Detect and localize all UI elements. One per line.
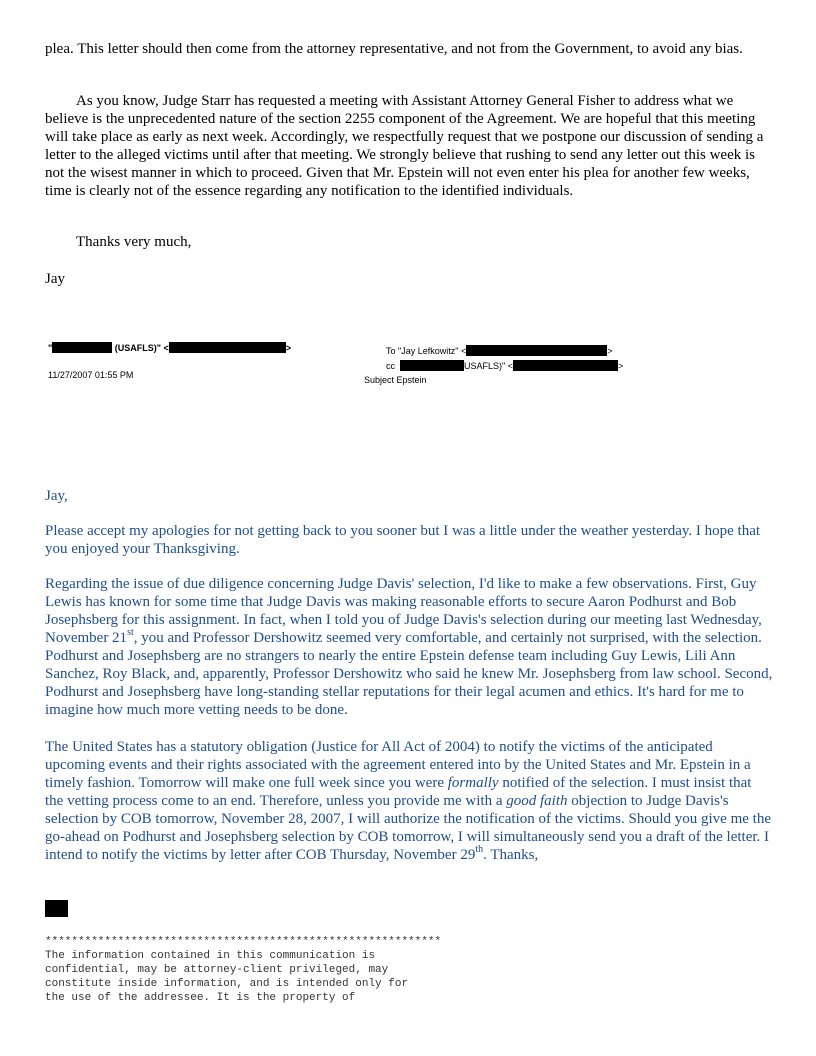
- reply-emphasis-good-faith: good faith: [506, 793, 568, 809]
- redaction-box: [513, 360, 618, 371]
- from-close: >: [285, 343, 292, 353]
- from-quote: ": [48, 343, 53, 353]
- email-to-row: [386, 345, 612, 357]
- reply-emphasis-formally: formally: [447, 775, 499, 791]
- reply-superscript-st: st: [127, 627, 134, 638]
- redaction-box: [169, 342, 286, 353]
- reply-paragraph-2-part-a: Regarding the issue of due diligence concerning Judge Davis' selection, I'd like to make a few observations. First, Guy Lewis has known for some time that Judge Davis was making reasonable efforts to secure Aaron Podhurst and Bob Josephsberg for this assignment. In fact, when I told you of Judge Davis's selection during our meeting last Wednesday, November 21: [45, 576, 762, 646]
- redaction-box: [400, 360, 464, 371]
- disclaimer-line: constitute inside information, and is intended only for: [45, 978, 409, 990]
- email-subject-row: [364, 375, 427, 386]
- cc-close: >: [617, 361, 624, 371]
- reply-paragraph-3: [45, 738, 773, 864]
- signature-redaction-box: [45, 900, 68, 917]
- cc-label: cc: [386, 361, 395, 371]
- disclaimer-line: The information contained in this communication is: [45, 950, 376, 962]
- subject-label: Subject: [364, 375, 395, 385]
- subject-value: Epstein: [396, 375, 427, 385]
- email-from: [48, 342, 291, 354]
- disclaimer-line: confidential, may be attorney-client privileged, may: [45, 964, 389, 976]
- reply-paragraph-3-part-c: objection to Judge Davis's selection by COB tomorrow, November 28, 2007, I will authorize the notification of the victims. Should you give me the go-ahead on Podhurst and Josephsberg selection by COB tomorrow, I will simultaneously send you a draft of the letter. I intend to notify the victims by letter after COB Thursday, November 29: [45, 793, 771, 863]
- cc-value: USAFLS)" <: [464, 361, 513, 371]
- redaction-box: [52, 342, 112, 353]
- letter-closing: Thanks very much,: [76, 234, 192, 250]
- reply-greeting: Jay,: [45, 488, 68, 504]
- reply-paragraph-2-part-b: , you and Professor Dershowitz seemed very comfortable, and certainly not surprised, with the selection. Podhurst and Josephsberg are no strangers to nearly the entire Epstein defense team including Guy Lewis, Lili Ann Sanchez, Roy Black, and, apparently, Professor Dershowitz who said he knew Mr. Josephsberg from law school. Second, Podhurst and Josephsberg have long-standing stellar reputations for their legal acumen and ethics. It's hard for me to imagine how much more vetting needs to be done.: [45, 630, 773, 718]
- email-cc-row: [386, 360, 623, 372]
- reply-paragraph-2: [45, 575, 773, 719]
- reply-paragraph-3-part-b: notified of the selection. I must insist that the vetting process come to an end. Therefore, unless you provide me with a: [45, 775, 752, 809]
- disclaimer-rule: ************************************************************: [45, 936, 442, 948]
- from-name-suffix: (USAFLS)" <: [112, 343, 169, 353]
- reply-paragraph-1: Please accept my apologies for not getting back to you sooner but I was a little under the weather yesterday. I hope that you enjoyed your Thanksgiving.: [45, 523, 761, 557]
- letter-signature: Jay: [45, 271, 65, 287]
- to-label: To: [386, 346, 396, 356]
- letter-paragraph-2: As you know, Judge Starr has requested a meeting with Assistant Attorney General Fisher to address what we believe is the unprecedented nature of the section 2255 component of the Agreement. We are hopeful that this meeting will take place as early as next week. Accordingly, we respectfully request that we postpone our discussion of sending a letter to the alleged victims until after that meeting. We strongly believe that rushing to send any letter out this week is not the wisest manner in which to proceed. Given that Mr. Epstein will not even enter his plea for another few weeks, time is clearly not of the essence regarding any notification to the identified individuals.: [45, 93, 764, 199]
- redaction-box: [466, 345, 607, 356]
- reply-superscript-th: th: [475, 844, 484, 855]
- reply-paragraph-3-part-a: The United States has a statutory obligation (Justice for All Act of 2004) to notify the victims of the anticipated upcoming events and their rights associated with the agreement entered into by the United States and Mr. Epstein in a timely fashion. Tomorrow will make one full week since you were: [45, 739, 751, 791]
- to-close: >: [607, 346, 613, 356]
- disclaimer-line: the use of the addressee. It is the property of: [45, 992, 356, 1004]
- letter-paragraph-1: plea. This letter should then come from the attorney representative, and not from the Government, to avoid any bias.: [45, 41, 743, 57]
- reply-paragraph-3-part-d: . Thanks,: [483, 847, 539, 863]
- email-date: 11/27/2007 01:55 PM: [48, 370, 134, 380]
- to-value: "Jay Lefkowitz" <: [398, 346, 467, 356]
